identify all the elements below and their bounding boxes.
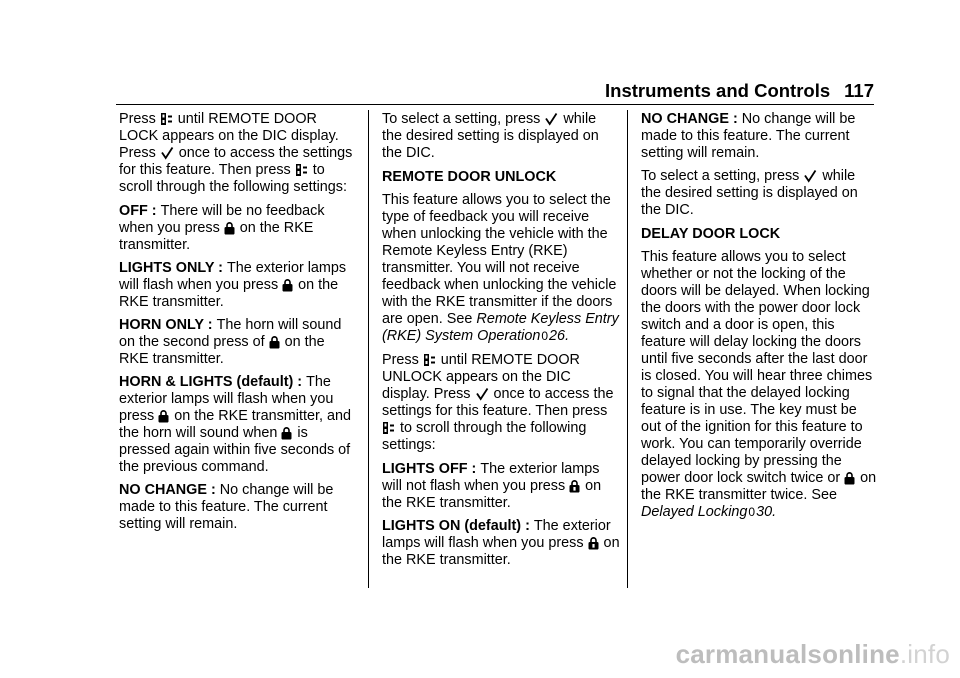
setting-horn-and-lights: HORN & LIGHTS (default) : The exterior lamps will flash when you press on the RKE transmitter, and the horn will sound when is pressed again within five seconds of the previous command. [119, 374, 351, 475]
page-number: 117 [844, 80, 874, 101]
paragraph-remote-door-unlock-description: This feature allows you to select the type of feedback you will receive when unlocking the vehicle with the Remote Keyless Entry (RKE) transmitter. You will not receive feedback when unlocking the vehicle with the RKE transmitter if the doors are open. See Remote Keyless Entry (RKE) System Operation026. [382, 192, 619, 344]
page-header [605, 80, 874, 102]
menu-icon [423, 353, 436, 367]
page-ref-number[interactable]: 26 [549, 328, 566, 344]
link-rke-system-operation[interactable]: Remote Keyless Entry (RKE) System Operation [382, 311, 619, 344]
heading-remote-door-unlock: REMOTE DOOR UNLOCK [382, 169, 557, 185]
header-rule [116, 104, 874, 105]
paragraph-delay-door-lock-description: This feature allows you to select whether or not the locking of the doors will be delayed. When locking the doors with the power door lock switch and a door is open, this feature will delay locking the doors until five seconds after the last door is closed. You will hear three chimes to signal that the delayed locking feature is in use. The key must be out of the ignition for this feature to work. You can temporarily override delayed locking by pressing the power door lock switch twice or on the RKE transmitter twice. See Delayed Locking030. [641, 249, 877, 520]
menu-icon [295, 163, 308, 177]
unlock-key-icon [569, 479, 580, 493]
watermark: carmanualsonline.info [675, 639, 950, 669]
checkmark-icon [803, 169, 817, 183]
column-3 [641, 111, 879, 528]
column-2 [382, 111, 620, 575]
lock-key-icon [224, 221, 235, 235]
menu-icon [382, 421, 395, 435]
section-title: Instruments and Controls [605, 80, 831, 101]
lock-key-icon [269, 335, 280, 349]
lock-key-icon [282, 278, 293, 292]
page-ref-symbol: 0 [541, 329, 549, 343]
heading-delay-door-lock: DELAY DOOR LOCK [641, 226, 781, 242]
checkmark-icon [475, 387, 489, 401]
setting-lights-only: LIGHTS ONLY : The exterior lamps will flash when you press on the RKE transmitter. [119, 260, 347, 310]
setting-horn-only: HORN ONLY : The horn will sound on the second press of on the RKE transmitter. [119, 317, 342, 367]
setting-off: OFF : There will be no feedback when you press on the RKE transmitter. [119, 203, 325, 253]
lock-key-icon [158, 409, 169, 423]
checkmark-icon [544, 112, 558, 126]
setting-no-change: NO CHANGE : No change will be made to this feature. The current setting will remain. [641, 111, 856, 161]
lock-key-icon [281, 426, 292, 440]
paragraph-select-setting: To select a setting, press while the desired setting is displayed on the DIC. [641, 168, 858, 218]
column-divider-2 [627, 110, 628, 588]
column-1 [119, 111, 357, 539]
column-divider-1 [368, 110, 369, 588]
paragraph-remote-door-lock-intro: Press until REMOTE DOOR LOCK appears on the DIC display. Press once to access the settings for this feature. Then press to scroll through the following settings: [119, 111, 353, 195]
page-ref-symbol: 0 [748, 505, 756, 519]
link-delayed-locking[interactable]: Delayed Locking [641, 504, 748, 520]
setting-no-change: NO CHANGE : No change will be made to this feature. The current setting will remain. [119, 482, 334, 532]
setting-lights-on: LIGHTS ON (default) : The exterior lamps will flash when you press on the RKE transmitter. [382, 518, 620, 568]
checkmark-icon [160, 146, 174, 160]
menu-icon [160, 112, 173, 126]
setting-lights-off: LIGHTS OFF : The exterior lamps will not flash when you press on the RKE transmitter. [382, 461, 602, 511]
page-ref-number[interactable]: 30 [756, 504, 773, 520]
lock-key-icon [844, 471, 855, 485]
paragraph-select-setting: To select a setting, press while the desired setting is displayed on the DIC. [382, 111, 599, 161]
paragraph-remote-door-unlock-intro: Press until REMOTE DOOR UNLOCK appears on the DIC display. Press once to access the settings for this feature. Then press to scroll through the following settings: [382, 352, 614, 453]
unlock-key-icon [588, 536, 599, 550]
